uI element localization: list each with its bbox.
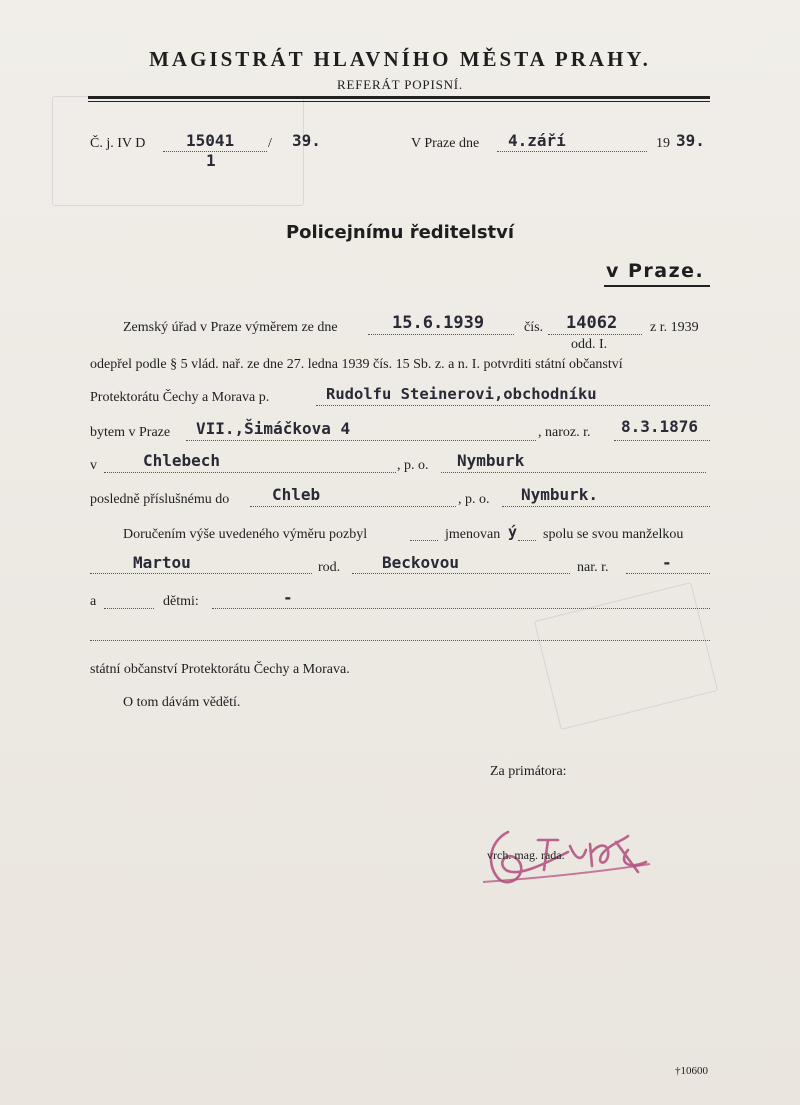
person-line — [316, 405, 710, 406]
residence-label: bytem v Praze — [90, 425, 171, 440]
decision-date: 15.6.1939 — [392, 313, 485, 333]
notice-text: O tom dávám vědětí. — [123, 695, 241, 710]
named-text: jmenovan — [445, 527, 501, 542]
header-rule-thick — [88, 96, 710, 99]
form-code: †10600 — [675, 1065, 708, 1077]
decision-number-line — [548, 334, 642, 335]
children-label: dětmi: — [163, 594, 199, 609]
extra-line — [90, 640, 710, 641]
wife-name: Martou — [133, 553, 191, 572]
wife-maiden: Beckovou — [382, 553, 460, 572]
children-count-line — [104, 608, 154, 609]
decision-number-label: čís. — [524, 320, 544, 335]
birthplace-po: Nymburk — [457, 451, 525, 470]
birth-label: , naroz. r. — [538, 425, 591, 440]
wife-birth-label: nar. r. — [577, 560, 609, 575]
domicile-po-label: , p. o. — [458, 492, 490, 507]
authority-title: MAGISTRÁT HLAVNÍHO MĚSTA PRAHY. — [149, 47, 651, 71]
recipient-line2: v Praze. — [606, 260, 705, 282]
citizenship-text: státní občanství Protektorátu Čechy a Morava. — [90, 662, 350, 677]
date-line — [497, 151, 647, 152]
domicile-po-line — [502, 506, 710, 507]
decision-intro: Zemský úřad v Praze výměrem ze dne — [123, 320, 338, 335]
birthplace-po-label: , p. o. — [397, 458, 429, 473]
reference-label: Č. j. IV D — [90, 136, 146, 151]
recipient-underline — [604, 285, 710, 287]
wife-maiden-line — [352, 573, 570, 574]
decision-date-line — [368, 334, 514, 335]
wife-name-line — [90, 573, 312, 574]
birthplace: Chlebech — [143, 451, 221, 470]
maiden-label: rod. — [318, 560, 341, 575]
signatory-title: vrch. mag. rada. — [487, 848, 565, 862]
date-century: 19 — [656, 136, 670, 151]
domicile-line — [250, 506, 456, 507]
reference-sub-number: 1 — [206, 151, 216, 170]
address-line — [186, 440, 536, 441]
children-value: - — [283, 588, 293, 607]
header-rule-thin — [88, 101, 710, 102]
birthplace-label: v — [90, 458, 97, 473]
decision-text: odepřel podle § 5 vlád. nař. ze dne 27. ledna 1939 čís. 15 Sb. z. a n. I. potvrditi státní občanství — [90, 357, 623, 372]
person-name: Rudolfu Steinerovi,obchodníku — [326, 385, 597, 403]
decision-number: 14062 — [566, 313, 618, 333]
date-day-month: 4.září — [508, 131, 566, 150]
reference-year: 39. — [292, 131, 321, 150]
wife-birth-line — [626, 573, 710, 574]
department-subtitle: REFERÁT POPISNÍ. — [337, 77, 463, 92]
named-suffix: ý — [508, 523, 518, 541]
loss-text: Doručením výše uvedeného výměru pozbyl — [123, 527, 368, 542]
domicile-po: Nymburk. — [521, 485, 599, 504]
birth-date: 8.3.1876 — [621, 417, 699, 436]
reference-slash: / — [268, 136, 272, 151]
and-label: a — [90, 594, 97, 609]
domicile: Chleb — [272, 485, 321, 504]
birthplace-line — [104, 472, 396, 473]
children-line — [212, 608, 710, 609]
date-label: V Praze dne — [411, 136, 480, 151]
birthplace-po-line — [441, 472, 706, 473]
protectorate-text: Protektorátu Čechy a Morava p. — [90, 390, 270, 405]
named-suffix-line — [518, 540, 536, 541]
loss-suffix-line — [410, 540, 438, 541]
decision-year: z r. 1939 — [650, 320, 699, 335]
date-year: 39. — [676, 131, 705, 150]
address: VII.,Šimáčkova 4 — [196, 419, 351, 438]
wife-text: spolu se svou manželkou — [543, 527, 684, 542]
department-odd: odd. I. — [571, 337, 608, 352]
faded-stamp — [534, 582, 718, 730]
domicile-label: posledně příslušnému do — [90, 492, 230, 507]
reference-number: 15041 — [186, 131, 235, 150]
for-mayor-label: Za primátora: — [490, 764, 567, 779]
wife-birth: - — [662, 553, 672, 572]
birth-date-line — [614, 440, 710, 441]
recipient-line1: Policejnímu ředitelství — [285, 222, 515, 243]
